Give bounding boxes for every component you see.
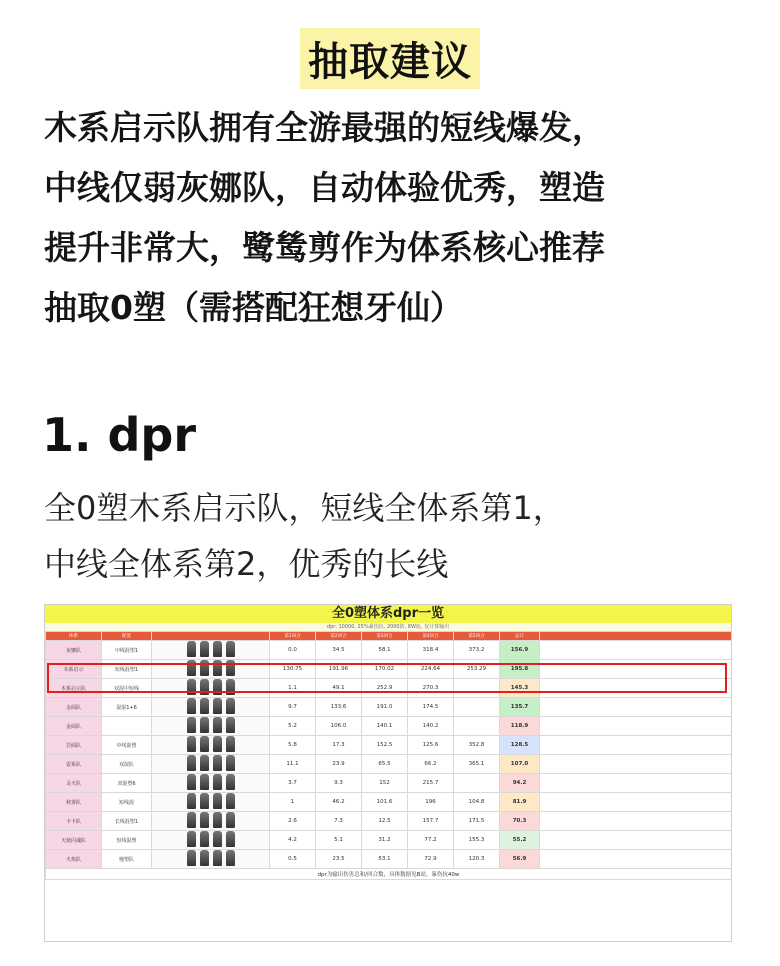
- value-cell: [454, 774, 500, 793]
- table-row: [46, 850, 732, 869]
- value-cell: 155.3: [454, 831, 500, 850]
- value-cell: 140.1: [362, 717, 408, 736]
- value-cell: 101.6: [362, 793, 408, 812]
- value-cell: 66.2: [408, 755, 454, 774]
- character-avatar: [213, 717, 222, 733]
- header-cell: 第4回合: [408, 632, 454, 641]
- value-cell: 9.3: [316, 774, 362, 793]
- header-cell: 第5回合: [454, 632, 500, 641]
- character-avatar: [213, 850, 222, 866]
- character-avatar: [226, 660, 235, 676]
- detail-cell: [540, 660, 732, 679]
- character-avatar: [200, 679, 209, 695]
- value-cell: 270.3: [408, 679, 454, 698]
- section-line: 全0塑木系启示队，短线全体系第1，: [44, 489, 565, 527]
- avatar-group: [152, 774, 270, 793]
- character-avatar: [200, 736, 209, 752]
- table-row: [46, 698, 732, 717]
- core-cell: 混混1+6: [102, 698, 152, 717]
- avatar-group: [152, 698, 270, 717]
- team-cell: 火焰队: [46, 850, 102, 869]
- total-cell: 135.7: [500, 698, 540, 717]
- character-avatar: [213, 793, 222, 809]
- section-line: 中线全体系第2，优秀的长线: [44, 545, 449, 583]
- value-cell: 23.9: [316, 755, 362, 774]
- value-cell: 253.29: [454, 660, 500, 679]
- total-cell: 70.3: [500, 812, 540, 831]
- character-avatar: [226, 679, 235, 695]
- table-row: [46, 660, 732, 679]
- value-cell: 125.6: [408, 736, 454, 755]
- total-cell: 81.9: [500, 793, 540, 812]
- header-cell: 第3回合: [362, 632, 408, 641]
- table-row: [46, 793, 732, 812]
- value-cell: 191.0: [362, 698, 408, 717]
- value-cell: 7.3: [316, 812, 362, 831]
- total-cell: 107.0: [500, 755, 540, 774]
- footer-row: [46, 869, 732, 880]
- value-cell: 49.1: [316, 679, 362, 698]
- total-cell: 128.5: [500, 736, 540, 755]
- value-cell: 170.02: [362, 660, 408, 679]
- core-cell: 双混塑6: [102, 774, 152, 793]
- table-row: [46, 812, 732, 831]
- detail-cell: [540, 679, 732, 698]
- team-cell: 灰娜队: [46, 641, 102, 660]
- core-cell: 短线混塑1: [102, 660, 152, 679]
- character-avatar: [200, 641, 209, 657]
- total-cell: 55.2: [500, 831, 540, 850]
- total-cell: 94.2: [500, 774, 540, 793]
- value-cell: 1.1: [270, 679, 316, 698]
- total-cell: 195.8: [500, 660, 540, 679]
- value-cell: 65.5: [362, 755, 408, 774]
- dpr-table: [45, 631, 732, 880]
- character-avatar: [226, 812, 235, 828]
- section-text: [44, 480, 565, 592]
- detail-cell: [540, 812, 732, 831]
- character-avatar: [213, 774, 222, 790]
- value-cell: 318.4: [408, 641, 454, 660]
- character-avatar: [226, 698, 235, 714]
- detail-cell: [540, 850, 732, 869]
- team-cell: 木系启示队: [46, 679, 102, 698]
- character-avatar: [187, 698, 196, 714]
- value-cell: 11.1: [270, 755, 316, 774]
- value-cell: 5.8: [270, 736, 316, 755]
- character-avatar: [213, 831, 222, 847]
- page-title: 抽取建议: [300, 28, 480, 89]
- value-cell: 224.64: [408, 660, 454, 679]
- character-avatar: [226, 831, 235, 847]
- value-cell: 31.2: [362, 831, 408, 850]
- value-cell: 2.6: [270, 812, 316, 831]
- value-cell: 152: [362, 774, 408, 793]
- value-cell: 0.0: [270, 641, 316, 660]
- character-avatar: [187, 755, 196, 771]
- footer-note: dpr为输出伤害总和/回合数，具体数据见B站，暴伤抗40w: [46, 869, 732, 880]
- figure-note: dpr: 10000, 25%暴伤抗, 2000防, 8W血, 仅计算输出: [45, 623, 731, 631]
- dpr-table-figure[interactable]: [44, 604, 732, 942]
- core-cell: 中线混塑: [102, 736, 152, 755]
- total-cell: 145.3: [500, 679, 540, 698]
- character-avatar: [187, 717, 196, 733]
- header-cell: [152, 632, 270, 641]
- character-avatar: [200, 831, 209, 847]
- value-cell: 58.1: [362, 641, 408, 660]
- value-cell: 130.75: [270, 660, 316, 679]
- character-avatar: [226, 755, 235, 771]
- table-row: [46, 831, 732, 850]
- core-cell: 慢塑队: [102, 850, 152, 869]
- value-cell: 140.2: [408, 717, 454, 736]
- character-avatar: [187, 812, 196, 828]
- table-row: [46, 679, 732, 698]
- value-cell: 215.7: [408, 774, 454, 793]
- value-cell: 152.5: [362, 736, 408, 755]
- detail-cell: [540, 717, 732, 736]
- value-cell: 34.5: [316, 641, 362, 660]
- character-avatar: [187, 831, 196, 847]
- character-avatar: [187, 793, 196, 809]
- value-cell: 0.5: [270, 850, 316, 869]
- character-avatar: [226, 850, 235, 866]
- intro-line: 木系启示队拥有全游最强的短线爆发，: [44, 108, 605, 147]
- section-heading: 1. dpr: [42, 408, 197, 462]
- avatar-group: [152, 850, 270, 869]
- value-cell: 72.9: [408, 850, 454, 869]
- intro-paragraph: [44, 98, 744, 338]
- character-avatar: [200, 793, 209, 809]
- value-cell: 373.2: [454, 641, 500, 660]
- character-avatar: [213, 641, 222, 657]
- value-cell: 174.5: [408, 698, 454, 717]
- character-avatar: [200, 774, 209, 790]
- character-avatar: [187, 679, 196, 695]
- value-cell: 5.1: [316, 831, 362, 850]
- title-wrap: [0, 28, 780, 89]
- character-avatar: [226, 641, 235, 657]
- value-cell: 4.2: [270, 831, 316, 850]
- character-avatar: [200, 812, 209, 828]
- avatar-group: [152, 736, 270, 755]
- detail-cell: [540, 755, 732, 774]
- character-avatar: [226, 717, 235, 733]
- avatar-group: [152, 660, 270, 679]
- value-cell: 365.1: [454, 755, 500, 774]
- intro-line: 抽取0塑（需搭配狂想牙仙）: [44, 288, 463, 327]
- character-avatar: [213, 736, 222, 752]
- team-cell: 雷系队: [46, 755, 102, 774]
- core-cell: 短线混: [102, 793, 152, 812]
- value-cell: 9.7: [270, 698, 316, 717]
- figure-title: 全0塑体系dpr一览: [45, 605, 731, 623]
- value-cell: 171.5: [454, 812, 500, 831]
- avatar-group: [152, 831, 270, 850]
- character-avatar: [213, 679, 222, 695]
- detail-cell: [540, 736, 732, 755]
- value-cell: 12.5: [362, 812, 408, 831]
- team-cell: 秋雾队: [46, 793, 102, 812]
- table-row: [46, 736, 732, 755]
- value-cell: 106.0: [316, 717, 362, 736]
- character-avatar: [226, 793, 235, 809]
- header-cell: 第1回合: [270, 632, 316, 641]
- value-cell: [454, 679, 500, 698]
- avatar-group: [152, 793, 270, 812]
- value-cell: 17.3: [316, 736, 362, 755]
- character-avatar: [200, 717, 209, 733]
- avatar-group: [152, 641, 270, 660]
- character-avatar: [213, 755, 222, 771]
- character-avatar: [226, 774, 235, 790]
- value-cell: 352.8: [454, 736, 500, 755]
- table-row: [46, 717, 732, 736]
- detail-cell: [540, 641, 732, 660]
- value-cell: 252.9: [362, 679, 408, 698]
- value-cell: 23.5: [316, 850, 362, 869]
- value-cell: 120.3: [454, 850, 500, 869]
- value-cell: 3.7: [270, 774, 316, 793]
- total-cell: 156.9: [500, 641, 540, 660]
- detail-cell: [540, 831, 732, 850]
- value-cell: 196: [408, 793, 454, 812]
- header-cell: 总计: [500, 632, 540, 641]
- core-cell: 双混中短线: [102, 679, 152, 698]
- intro-line: 中线仅弱灰娜队，自动体验优秀，塑造: [44, 168, 605, 207]
- value-cell: 133.6: [316, 698, 362, 717]
- value-cell: 53.1: [362, 850, 408, 869]
- avatar-group: [152, 755, 270, 774]
- character-avatar: [213, 812, 222, 828]
- team-cell: 灵火队: [46, 774, 102, 793]
- team-cell: 金面队: [46, 717, 102, 736]
- team-cell: 岩面队: [46, 736, 102, 755]
- character-avatar: [200, 850, 209, 866]
- character-avatar: [187, 641, 196, 657]
- character-avatar: [226, 736, 235, 752]
- table-row: [46, 641, 732, 660]
- character-avatar: [213, 698, 222, 714]
- character-avatar: [200, 660, 209, 676]
- value-cell: 1: [270, 793, 316, 812]
- value-cell: [454, 717, 500, 736]
- core-cell: 中线混塑1: [102, 641, 152, 660]
- total-cell: 118.9: [500, 717, 540, 736]
- team-cell: 卡卡队: [46, 812, 102, 831]
- character-avatar: [200, 755, 209, 771]
- value-cell: 191.96: [316, 660, 362, 679]
- value-cell: 5.2: [270, 717, 316, 736]
- detail-cell: [540, 698, 732, 717]
- character-avatar: [187, 736, 196, 752]
- table-row: [46, 755, 732, 774]
- header-cell: 体系: [46, 632, 102, 641]
- character-avatar: [187, 660, 196, 676]
- character-avatar: [187, 774, 196, 790]
- character-avatar: [213, 660, 222, 676]
- core-cell: 长线混塑1: [102, 812, 152, 831]
- core-cell: 双混队: [102, 755, 152, 774]
- table-header-row: [46, 632, 732, 641]
- detail-cell: [540, 774, 732, 793]
- value-cell: 157.7: [408, 812, 454, 831]
- header-cell: [540, 632, 732, 641]
- team-cell: 天使闪魂队: [46, 831, 102, 850]
- header-cell: 第2回合: [316, 632, 362, 641]
- header-cell: 配置: [102, 632, 152, 641]
- value-cell: 104.8: [454, 793, 500, 812]
- avatar-group: [152, 717, 270, 736]
- value-cell: [454, 698, 500, 717]
- value-cell: 46.2: [316, 793, 362, 812]
- core-cell: [102, 717, 152, 736]
- avatar-group: [152, 679, 270, 698]
- character-avatar: [187, 850, 196, 866]
- avatar-group: [152, 812, 270, 831]
- core-cell: 短线混塑: [102, 831, 152, 850]
- value-cell: 77.2: [408, 831, 454, 850]
- table-row: [46, 774, 732, 793]
- intro-line: 提升非常大，鹭鸶剪作为体系核心推荐: [44, 228, 605, 267]
- total-cell: 56.9: [500, 850, 540, 869]
- team-cell: 木系启示: [46, 660, 102, 679]
- team-cell: 金面队: [46, 698, 102, 717]
- character-avatar: [200, 698, 209, 714]
- detail-cell: [540, 793, 732, 812]
